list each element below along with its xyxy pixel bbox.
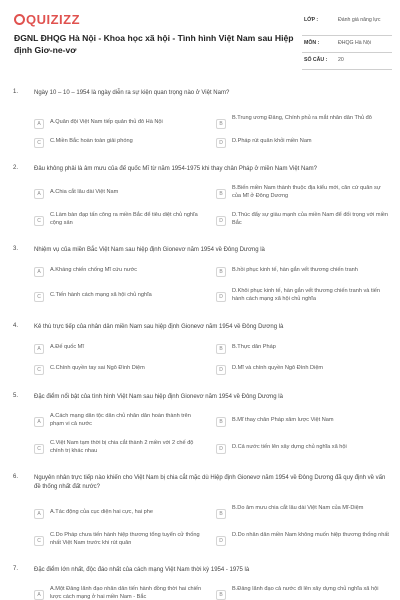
option-text: C.Do Pháp chưa tiến hành hiệp thương tổng tuyển cử thống nhất Việt Nam trước khi rút quân (50, 532, 200, 546)
option-letter-box: A (34, 590, 44, 600)
option-letter-box: D (216, 292, 226, 302)
question-text: Đặc điểm nổi bật của tình hình Việt Nam sau hiệp định Gionevơ năm 1954 về Đông Dương là (34, 394, 283, 400)
option-letter-box: B (216, 417, 226, 427)
page-title: ĐGNL ĐHQG Hà Nội - Khoa học xã hội - Tình hình Việt Nam sau Hiệp định Giơ-ne-vơ (14, 33, 294, 55)
meta-value: ĐHQG Hà Nội (338, 40, 371, 46)
option-letter-box: A (34, 509, 44, 519)
option-letter-box: C (34, 216, 44, 226)
option-text: C.Tiến hành cách mạng xã hội chủ nghĩa (50, 292, 152, 298)
option-letter-box: B (216, 119, 226, 129)
option-text: B.Đảng lãnh đạo cả nước đi lên xây dựng chủ nghĩa xã hội (232, 586, 379, 592)
option-letter-box: B (216, 509, 226, 519)
logo-mark-icon (14, 14, 25, 25)
option-letter-box: B (216, 189, 226, 199)
option-text: B.Do âm mưu chia cắt lâu dài Việt Nam của Mĩ-Diệm (232, 505, 364, 511)
meta-value: Đánh giá năng lực (338, 17, 381, 23)
option-letter-box: A (34, 189, 44, 199)
option-text: C.Việt Nam tạm thời bị chia cắt thành 2 miền với 2 chế độ chính trị khác nhau (50, 440, 194, 454)
option-letter-box: C (34, 444, 44, 454)
option-letter-box: C (34, 536, 44, 546)
meta-panel (302, 13, 392, 70)
option-text: A.Đế quốc Mĩ (50, 344, 84, 350)
option-letter-box: D (216, 365, 226, 375)
option-text: D.Mĩ và chính quyền Ngô Đình Diệm (232, 365, 324, 371)
option-letter-box: D (216, 138, 226, 148)
option-letter-box: A (34, 344, 44, 354)
question-text: Kẻ thù trực tiếp của nhân dân miền Nam sau hiệp định Gionevơ năm 1954 về Đông Dương là (34, 324, 284, 330)
option-text: D.Cả nước tiến lên xây dựng chủ nghĩa xã hội (232, 444, 347, 450)
option-text: D.Thúc đẩy sự giàu mạnh của miền Nam để đối trọng với miền Bắc (232, 212, 389, 226)
option-text: A.Quân đội Việt Nam tiếp quản thủ đô Hà Nội (50, 119, 163, 125)
option-letter-box: C (34, 365, 44, 375)
option-text: A.Kháng chiến chống Mĩ cứu nước (50, 267, 138, 273)
option-text: B.Trung ương Đảng, Chính phủ ra mắt nhân dân Thủ đô (232, 115, 372, 121)
option-letter-box: B (216, 590, 226, 600)
option-letter-box: B (216, 344, 226, 354)
question-number: 5. (13, 393, 19, 399)
logo-text: QUIZIZZ (26, 12, 81, 27)
question-number: 6. (13, 474, 19, 480)
option-letter-box: D (216, 216, 226, 226)
option-text: B.hồi phục kinh tế, hàn gắn vết thương chiến tranh (232, 267, 358, 273)
option-text: A.Một Đảng lãnh đạo nhân dân tiến hành đồng thời hai chiến lược cách mạng ở hai miền Nam - Bắc (50, 586, 202, 600)
option-text: B.Mĩ thay chân Pháp xâm lược Việt Nam (232, 417, 334, 423)
option-text: B.Biến miền Nam thành thuộc địa kiểu mới, căn cứ quân sự của Mĩ ở Đông Dương (232, 185, 381, 199)
option-letter-box: A (34, 119, 44, 129)
option-letter-box: B (216, 267, 226, 277)
question-text: Nhiệm vụ của miền Bắc Việt Nam sau hiệp định Gionevơ năm 1954 về Đông Dương là (34, 247, 265, 253)
option-text: A.Chia cắt lâu dài Việt Nam (50, 189, 119, 195)
option-text: D.Do nhân dân miền Nam không muốn hiệp thương thống nhất (232, 532, 389, 538)
meta-label: SỐ CÂU : (304, 57, 328, 63)
question-number: 1. (13, 89, 19, 95)
question-number: 7. (13, 566, 19, 572)
option-text: C.Miền Bắc hoàn toàn giải phóng (50, 138, 133, 144)
question-text: Nguyên nhân trực tiếp nào khiến cho Việt Nam bị chia cắt mặc dù Hiệp định Gionevơ năm 1954 về Đông Dương đã quy định về vấn đề thống nhất đất nước? (34, 475, 386, 490)
option-text: A.Cách mạng dân tộc dân chủ nhân dân hoàn thành trên phạm vi cả nước (50, 413, 191, 427)
question-text: Đặc điểm lớn nhất, độc đáo nhất của cách mạng Việt Nam thời kỳ 1954 - 1975 là (34, 567, 250, 573)
option-letter-box: D (216, 444, 226, 454)
meta-label: LỚP : (304, 17, 319, 23)
option-text: D.Khôi phục kinh tế, hàn gắn vết thương chiến tranh và tiến hành cách mạng xã hội chủ nghĩa (232, 288, 380, 302)
option-letter-box: D (216, 536, 226, 546)
meta-row-class (302, 13, 392, 36)
option-text: C.Làm bàn đạp tấn công ra miền Bắc để tiêu diệt chủ nghĩa cộng sản (50, 212, 198, 226)
option-letter-box: C (34, 292, 44, 302)
option-letter-box: C (34, 138, 44, 148)
meta-row-count (302, 53, 392, 70)
question-number: 4. (13, 323, 19, 329)
option-text: B.Thực dân Pháp (232, 344, 276, 350)
meta-value: 20 (338, 57, 344, 63)
question-text: Đâu không phải là âm mưu của đế quốc Mĩ từ năm 1954-1975 khi thay chân Pháp ở miền Nam Việt Nam? (34, 166, 318, 172)
option-letter-box: A (34, 267, 44, 277)
meta-row-subject (302, 36, 392, 53)
worksheet-header (0, 0, 400, 80)
question-number: 3. (13, 246, 19, 252)
question-text: Ngày 10 – 10 – 1954 là ngày diễn ra sự kiện quan trọng nào ở Việt Nam? (34, 90, 230, 96)
question-number: 2. (13, 165, 19, 171)
option-letter-box: A (34, 417, 44, 427)
quizizz-logo (14, 12, 80, 27)
option-text: D.Pháp rút quân khỏi miền Nam (232, 138, 312, 144)
option-text: A.Tác động của cục diện hai cực, hai phe (50, 509, 153, 515)
option-text: C.Chính quyền tay sai Ngô Đình Diệm (50, 365, 145, 371)
meta-label: MÔN : (304, 40, 320, 46)
